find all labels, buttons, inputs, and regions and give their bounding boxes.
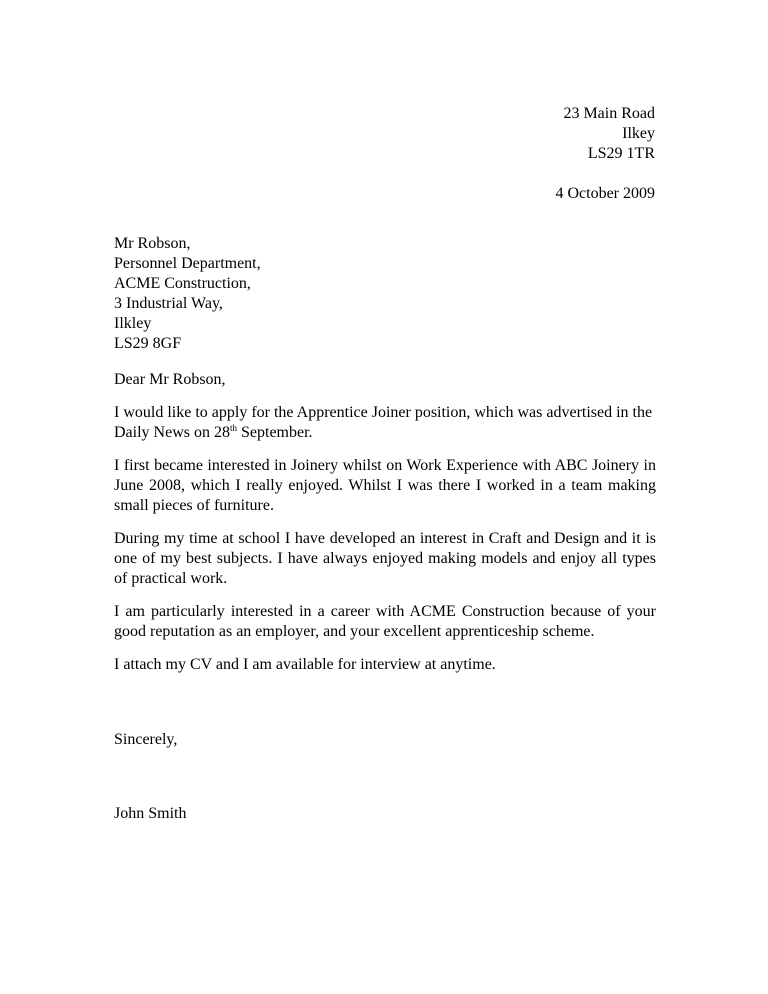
paragraph-3: During my time at school I have developed an interest in Craft and Design and it is one of my best subjects. I have always enjoyed making models and enjoy all types of practical work.	[114, 530, 656, 587]
signature-name: John Smith	[114, 805, 187, 822]
paragraph-4: I am particularly interested in a career with ACME Construction because of your good reputation as an employer, and your excellent apprenticeship scheme.	[114, 603, 656, 640]
recipient-name: Mr Robson,	[114, 235, 191, 252]
letter-date: 4 October 2009	[555, 185, 655, 202]
ordinal-suffix: th	[229, 423, 237, 433]
recipient-company: ACME Construction,	[114, 275, 251, 292]
sender-address	[563, 104, 655, 164]
sender-postcode: LS29 1TR	[587, 145, 655, 162]
letter-body	[114, 370, 656, 688]
paragraph-2: I first became interested in Joinery whilst on Work Experience with ABC Joinery in June 2008, which I really enjoyed. Whilst I was there I worked in a team making small pieces of furniture.	[114, 457, 656, 514]
recipient-address	[114, 234, 261, 354]
closing: Sincerely,	[114, 731, 178, 748]
salutation: Dear Mr Robson,	[114, 371, 226, 388]
recipient-department: Personnel Department,	[114, 255, 261, 272]
recipient-town: Ilkley	[114, 315, 152, 332]
sender-street: 23 Main Road	[563, 105, 655, 122]
paragraph-5: I attach my CV and I am available for interview at anytime.	[114, 656, 496, 673]
paragraph-1-end: September.	[237, 424, 313, 441]
recipient-street: 3 Industrial Way,	[114, 295, 223, 312]
paragraph-1	[114, 403, 656, 443]
recipient-postcode: LS29 8GF	[114, 335, 182, 352]
sender-town: Ilkey	[622, 125, 655, 142]
paragraph-1-text: I would like to apply for the Apprentice Joiner position, which was advertised in the Daily News on 28	[114, 404, 653, 441]
